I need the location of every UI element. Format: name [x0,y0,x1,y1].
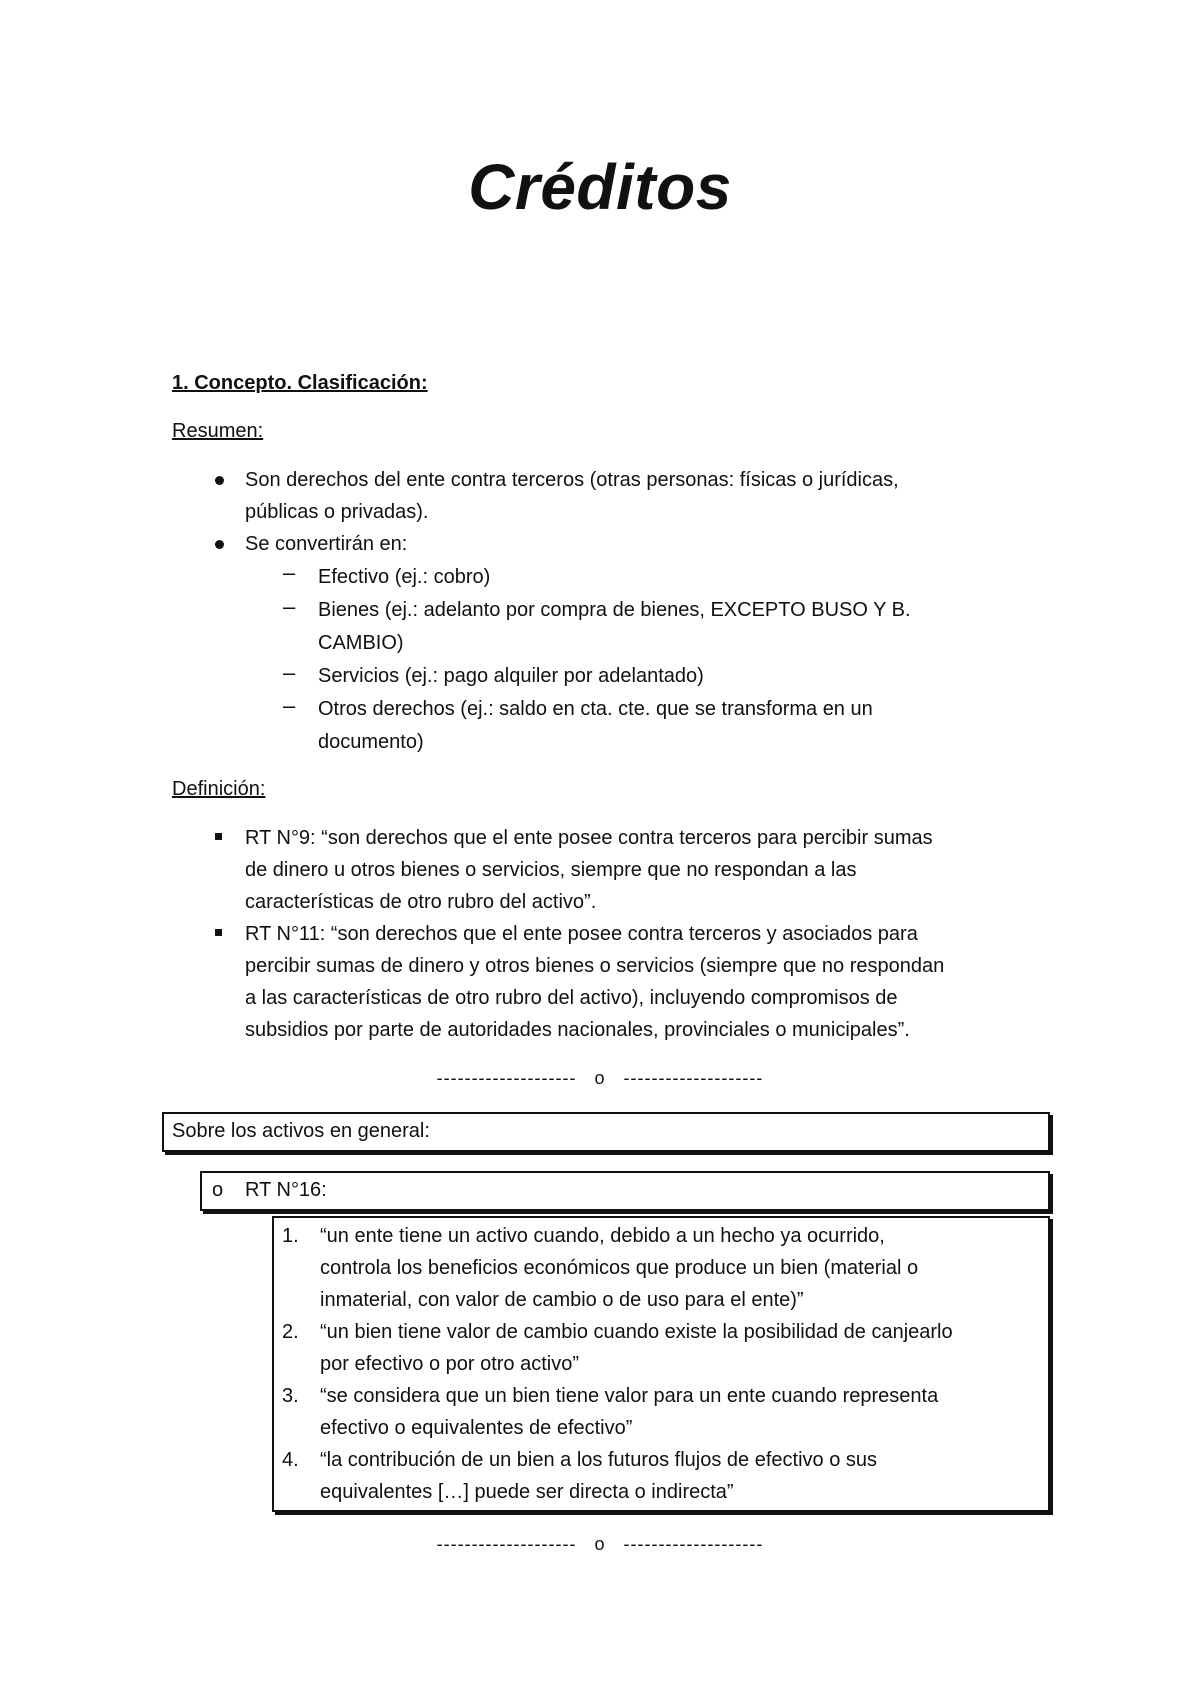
list-item: Se convertirán en: [245,533,408,555]
sub-list-item: Servicios (ej.: pago alquiler por adelantado) [318,665,704,687]
sub-list-item-continued: documento) [318,731,424,753]
bullet-dot-icon [215,476,224,485]
quote-line: “un ente tiene un activo cuando, debido a un hecho ya ocurrido, [320,1225,885,1247]
quote-line: “un bien tiene valor de cambio cuando existe la posibilidad de canjearlo [320,1321,953,1343]
definition-line: a las características de otro rubro del activo), incluyendo compromisos de [245,987,898,1009]
square-bullet-icon [215,833,222,840]
sub-list-item: Efectivo (ej.: cobro) [318,566,491,588]
bullet-dot-icon [215,540,224,549]
resumen-label: Resumen: [172,420,264,442]
quote-line: controla los beneficios económicos que produce un bien (material o [320,1257,919,1279]
dash-icon: – [283,660,296,685]
list-item-continued: públicas o privadas). [245,501,429,523]
definition-line: RT N°9: “son derechos que el ente posee contra terceros para percibir sumas [245,827,933,849]
item-number: 1. [282,1225,299,1247]
circle-bullet-icon: o [212,1179,224,1201]
definition-line: subsidios por parte de autoridades nacionales, provinciales o municipales”. [245,1019,910,1041]
dash-icon: – [283,693,296,718]
separator: -------------------- o -------------------- [436,1068,764,1088]
list-item: Son derechos del ente contra terceros (otras personas: físicas o jurídicas, [245,469,899,491]
definition-line: características de otro rubro del activo”. [245,891,597,913]
rt16-label: RT N°16: [245,1179,327,1201]
item-number: 2. [282,1321,299,1343]
quote-line: inmaterial, con valor de cambio o de uso para el ente)” [320,1289,804,1311]
definition-line: percibir sumas de dinero y otros bienes o servicios (siempre que no respondan [245,955,945,977]
rt16-box [200,1171,1050,1211]
section-heading: 1. Concepto. Clasificación: [172,372,428,394]
quote-line: “la contribución de un bien a los futuros flujos de efectivo o sus [320,1449,877,1471]
activos-box [162,1112,1050,1152]
sub-list-item: Bienes (ej.: adelanto por compra de bienes, EXCEPTO BUSO Y B. [318,599,911,621]
sub-list-item: Otros derechos (ej.: saldo en cta. cte. que se transforma en un [318,698,873,720]
quote-line: por efectivo o por otro activo” [320,1353,580,1375]
quote-line: efectivo o equivalentes de efectivo” [320,1417,633,1439]
definition-line: RT N°11: “son derechos que el ente posee contra terceros y asociados para [245,923,918,945]
item-number: 3. [282,1385,299,1407]
activos-box-label: Sobre los activos en general: [172,1120,430,1142]
separator: -------------------- o -------------------- [436,1534,764,1554]
dash-icon: – [283,560,296,585]
item-number: 4. [282,1449,299,1471]
page-title: Créditos [468,151,732,223]
rt16-items-box [272,1216,1050,1512]
square-bullet-icon [215,929,222,936]
dash-icon: – [283,594,296,619]
quote-line: equivalentes […] puede ser directa o indirecta” [320,1481,734,1503]
sub-list-item-continued: CAMBIO) [318,632,404,654]
definition-line: de dinero u otros bienes o servicios, siempre que no respondan a las [245,859,857,881]
definicion-label: Definición: [172,778,266,800]
quote-line: “se considera que un bien tiene valor para un ente cuando representa [320,1385,939,1407]
